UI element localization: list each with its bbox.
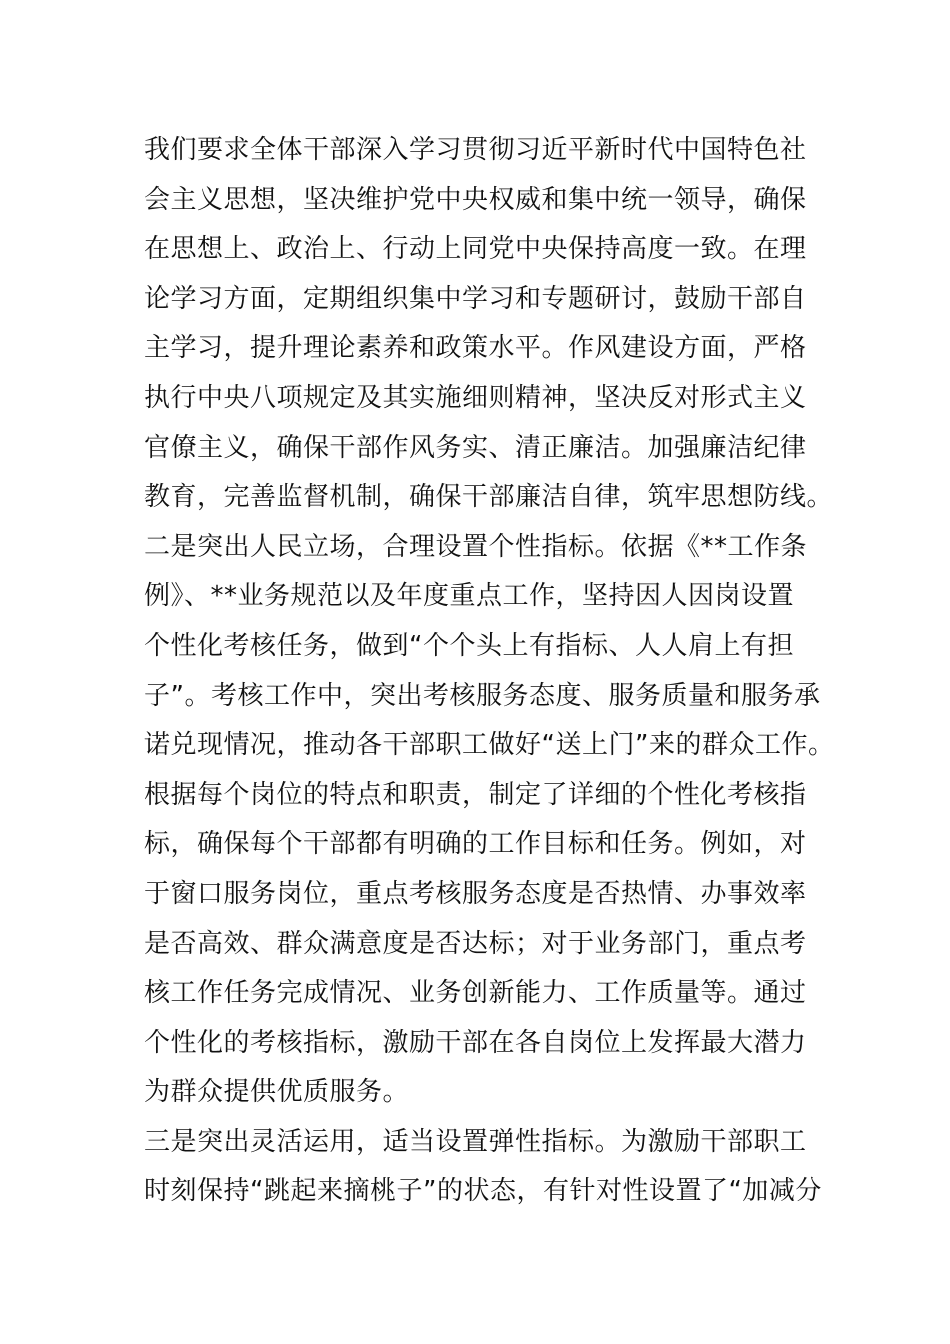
- text-line: 教育，完善监督机制，确保干部廉洁自律，筑牢思想防线。: [144, 482, 834, 513]
- body-text: [144, 126, 844, 1217]
- text-line: 根据每个岗位的特点和职责，制定了详细的个性化考核指: [144, 779, 807, 810]
- text-line: 官僚主义，确保干部作风务实、清正廉洁。加强廉洁纪律: [144, 432, 807, 463]
- text-line: 会主义思想，坚决维护党中央权威和集中统一领导，确保: [144, 184, 807, 215]
- text-line: 三是突出灵活运用，适当设置弹性指标。为激励干部职工: [144, 1126, 807, 1157]
- text-line: 个性化的考核指标，激励干部在各自岗位上发挥最大潜力: [144, 1027, 807, 1058]
- text-line: 是否高效、群众满意度是否达标；对于业务部门，重点考: [144, 928, 807, 959]
- text-line: 为群众提供优质服务。: [144, 1077, 410, 1108]
- text-line: 我们要求全体干部深入学习贯彻习近平新时代中国特色社: [144, 135, 807, 165]
- text-line: 执行中央八项规定及其实施细则精神，坚决反对形式主义: [144, 382, 807, 413]
- text-line: 论学习方面，定期组织集中学习和专题研讨，鼓励干部自: [144, 283, 807, 314]
- text-line: 主学习，提升理论素养和政策水平。作风建设方面，严格: [144, 333, 807, 364]
- text-line: 子”。考核工作中，突出考核服务态度、服务质量和服务承: [144, 680, 821, 711]
- text-line: 个性化考核任务，做到“个个头上有指标、人人肩上有担: [144, 630, 794, 661]
- text-line: 诺兑现情况，推动各干部职工做好“送上门”来的群众工作。: [144, 730, 835, 761]
- text-line: 时刻保持“跳起来摘桃子”的状态，有针对性设置了“加减分: [144, 1176, 822, 1207]
- text-line: 在思想上、政治上、行动上同党中央保持高度一致。在理: [144, 234, 807, 265]
- text-line: 标，确保每个干部都有明确的工作目标和任务。例如，对: [144, 829, 807, 860]
- text-line: 于窗口服务岗位，重点考核服务态度是否热情、办事效率: [144, 878, 807, 909]
- text-line: 核工作任务完成情况、业务创新能力、工作质量等。通过: [144, 978, 807, 1009]
- text-line: 二是突出人民立场，合理设置个性指标。依据《**工作条: [144, 531, 808, 562]
- text-line: 例》、**业务规范以及年度重点工作，坚持因人因岗设置: [144, 581, 795, 612]
